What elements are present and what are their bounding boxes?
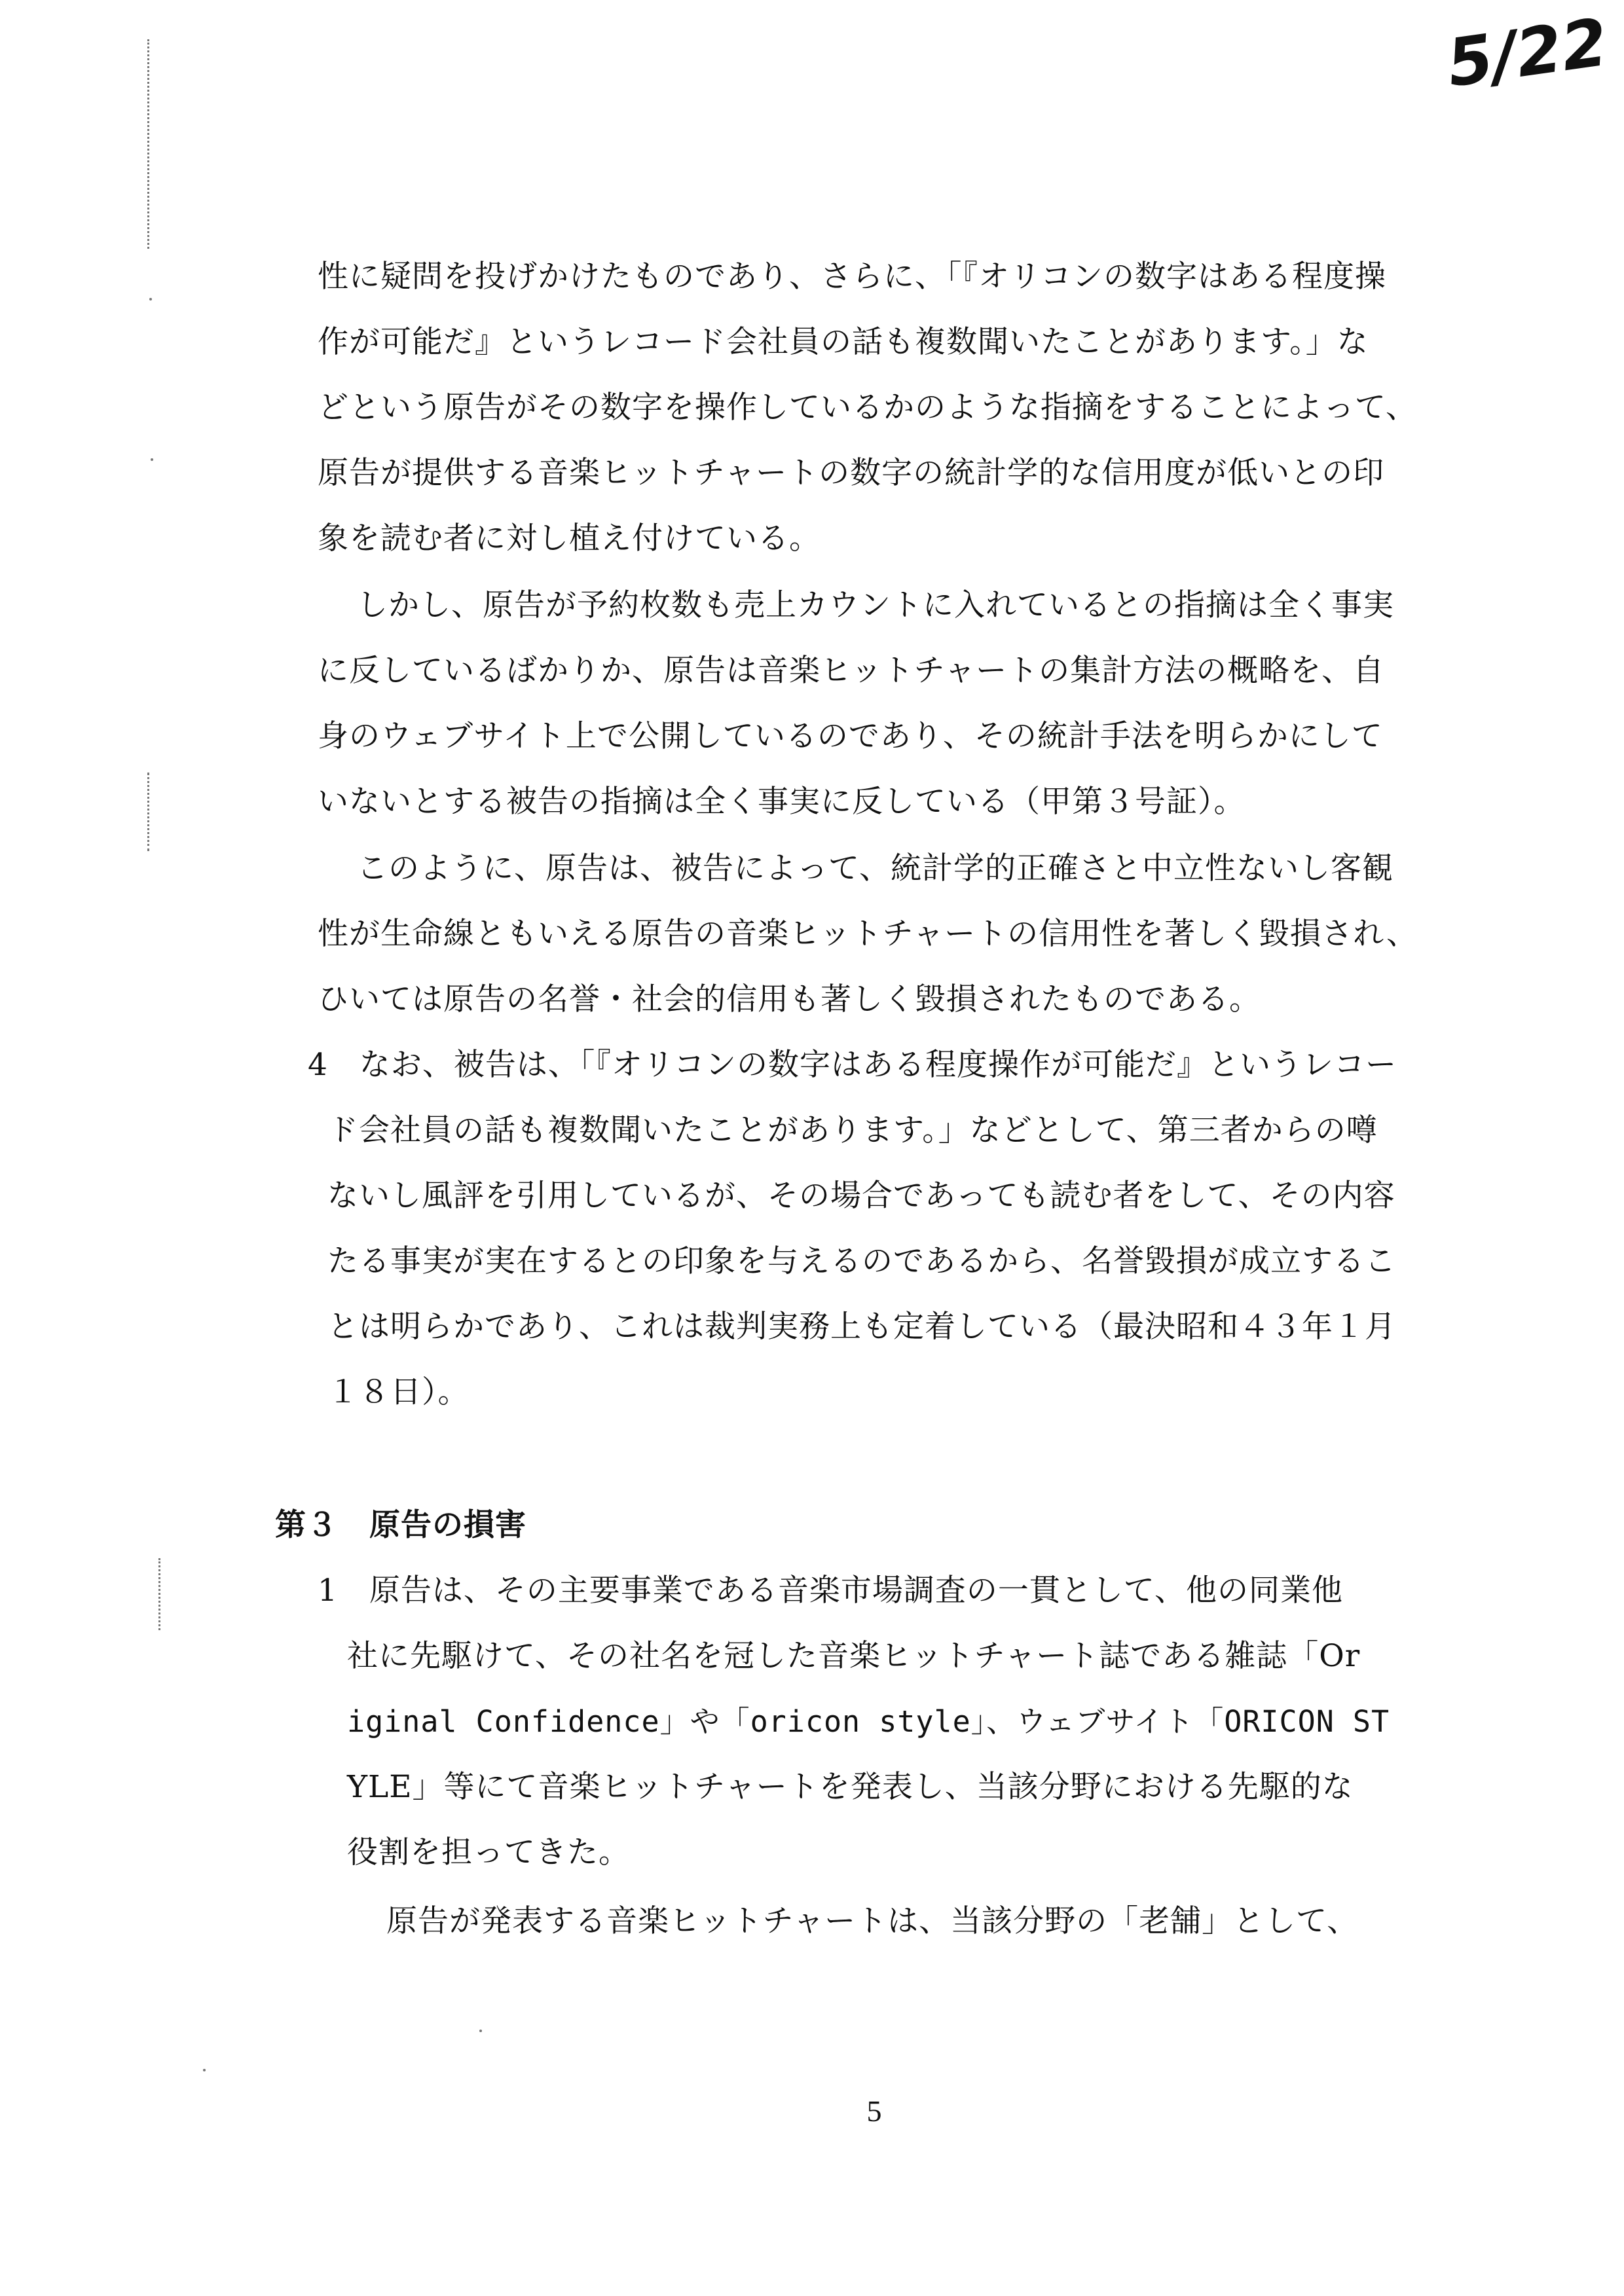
- text-line: とは明らかであり、これは裁判実務上も定着している（最決昭和４３年１月: [327, 1309, 1396, 1345]
- text-line: 象を読む者に対し植え付けている。: [318, 520, 821, 556]
- text-line: このように、原告は、被告によって、統計学的正確さと中立性ないし客観: [357, 850, 1394, 886]
- scan-speck: [149, 298, 152, 301]
- text-line: に反しているばかりか、原告は音楽ヒットチャートの集計方法の概略を、自: [318, 653, 1385, 689]
- text-line: １８日）。: [327, 1374, 470, 1410]
- text-line: 作が可能だ』というレコード会社員の話も複数聞いたことがあります。」な: [318, 324, 1369, 360]
- page-number: 5: [866, 2094, 882, 2128]
- text-line: ド会社員の話も複数聞いたことがあります。」などとして、第三者からの噂: [327, 1112, 1378, 1148]
- margin-scan-marks: [147, 39, 153, 249]
- text-line: 原告が発表する音楽ヒットチャートは、当該分野の「老舗」として、: [386, 1903, 1359, 1939]
- text-line: iginal Confidence」や「oricon style」、ウェブサイト「ORICON ST: [347, 1704, 1390, 1739]
- margin-scan-marks: [147, 773, 153, 851]
- text-line: 社に先駆けて、その社名を冠した音楽ヒットチャート誌である雑誌「Or: [347, 1638, 1361, 1674]
- text-line: たる事実が実在するとの印象を与えるのであるから、名誉毀損が成立するこ: [327, 1243, 1396, 1279]
- text-line: 性が生命線ともいえる原告の音楽ヒットチャートの信用性を著しく毀損され、: [318, 916, 1418, 952]
- scan-speck: [151, 458, 153, 461]
- text-line: しかし、原告が予約枚数も売上カウントに入れているとの指摘は全く事実: [357, 587, 1394, 623]
- text-line: 原告が提供する音楽ヒットチャートの数字の統計学的な信用度が低いとの印: [318, 455, 1385, 491]
- text-line: 身のウェブサイト上で公開しているのであり、その統計手法を明らかにして: [318, 718, 1383, 754]
- text-line: ないし風評を引用しているが、その場合であっても読む者をして、その内容: [327, 1178, 1395, 1214]
- text-line: 役割を担ってきた。: [347, 1834, 630, 1870]
- text-line: ひいては原告の名誉・社会的信用も著しく毀損されたものである。: [318, 981, 1261, 1017]
- text-line: 性に疑問を投げかけたものであり、さらに、「『オリコンの数字はある程度操: [318, 259, 1387, 295]
- scan-speck: [203, 2069, 206, 2071]
- text-line: 4 なお、被告は、「『オリコンの数字はある程度操作が可能だ』というレコー: [308, 1047, 1397, 1083]
- text-line: いないとする被告の指摘は全く事実に反している（甲第３号証）。: [318, 784, 1246, 820]
- text-line: 1 原告は、その主要事業である音楽市場調査の一貫として、他の同業他: [318, 1573, 1343, 1609]
- handwritten-page-mark: 5/22: [1442, 3, 1612, 102]
- text-line: YLE」等にて音楽ヒットチャートを発表し、当該分野における先駆的な: [347, 1769, 1354, 1805]
- text-line: どという原告がその数字を操作しているかのような指摘をすることによって、: [318, 390, 1418, 426]
- scan-speck: [479, 2030, 482, 2032]
- section-heading: 第３ 原告の損害: [275, 1507, 526, 1543]
- margin-scan-marks: [158, 1558, 164, 1630]
